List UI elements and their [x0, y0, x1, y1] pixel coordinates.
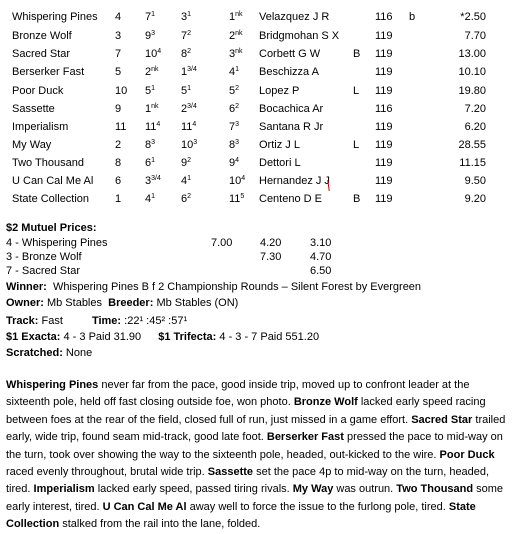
jockey: Bridgmohan S X	[259, 30, 340, 42]
weight: 119	[375, 157, 393, 169]
mutuel-horse: 7 - Sacred Star	[6, 265, 80, 277]
post-position: 5	[115, 66, 122, 78]
call-2: $4^1$	[181, 175, 192, 187]
comment-horse-name: Imperialism	[33, 483, 95, 496]
horse-name: Bronze Wolf	[12, 30, 72, 42]
call-1: $8^3$	[145, 139, 156, 151]
mutuel-show: 4.70	[310, 251, 332, 263]
medication: L	[353, 85, 360, 97]
horse-name: Whispering Pines	[12, 11, 98, 23]
comment-text: pressed the pace to mid-way on the turn, took over showing the way to the sixteenth pole, headed, out-kicked to the wire.	[6, 431, 503, 461]
comment-horse-name: Whispering Pines	[6, 379, 99, 391]
comment-horse-name: Two Thousand	[396, 483, 474, 496]
track-line	[6, 315, 187, 327]
scratched-line	[6, 347, 92, 359]
post-position: 8	[115, 157, 122, 169]
call-1: $1^{nk}$	[145, 103, 159, 115]
weight: 116	[375, 11, 393, 23]
exacta-value: 4 - 3 Paid 31.90	[63, 331, 142, 343]
post-position: 9	[115, 103, 122, 115]
jockey: Centeno D E	[259, 193, 322, 205]
comment-text: set the pace 4p to mid-way on the turn, headed, tired.	[6, 466, 490, 496]
jockey: Santana R Jr	[259, 121, 324, 133]
horse-name: Poor Duck	[12, 85, 64, 97]
horse-name: U Can Cal Me Al	[12, 175, 94, 187]
call-2: $3^1$	[181, 11, 192, 23]
jockey: Beschizza A	[259, 66, 319, 78]
call-1: $6^1$	[145, 157, 156, 169]
result-row	[0, 100, 516, 118]
track-value: Fast	[41, 315, 63, 327]
winner-label: Winner:	[6, 281, 47, 293]
owner-line	[6, 297, 238, 309]
odds: 28.55	[458, 139, 486, 151]
result-row	[0, 45, 516, 63]
result-row	[0, 8, 516, 26]
result-row	[0, 118, 516, 136]
call-1: $2^{nk}$	[145, 66, 159, 78]
odds: 7.70	[464, 30, 486, 42]
trifecta-label: $1 Trifecta:	[158, 331, 217, 343]
call-2: $9^2$	[181, 157, 192, 169]
call-1: $10^4$	[145, 48, 162, 60]
weight: 119	[375, 30, 393, 42]
mutuel-row	[6, 264, 516, 278]
post-position: 2	[115, 139, 122, 151]
time-label: Time:	[91, 315, 122, 327]
trifecta-value: 4 - 3 - 7 Paid 551.20	[219, 331, 320, 343]
mutuel-horse: 4 - Whispering Pines	[6, 237, 108, 249]
call-1: $3^{3/4}$	[145, 175, 161, 187]
comment-horse-name: Bronze Wolf	[293, 396, 358, 409]
comment-text: trailed early, wide trip, found seam mid-track, good late foot.	[6, 413, 506, 444]
wager-line	[6, 331, 319, 343]
comment-horse-name: U Can Cal Me Al	[102, 500, 187, 513]
comment-text: raced evenly throughout, brutal wide trip.	[6, 466, 208, 479]
owner-label: Owner:	[6, 297, 44, 309]
comment-text: lacked early speed racing between foes at the rear of the field, closed full of run, just missed in a game effort.	[6, 396, 486, 426]
mutuel-place: 4.20	[260, 237, 282, 249]
mutuel-win: 7.00	[211, 237, 233, 249]
result-row	[0, 190, 516, 208]
track-label: Track:	[6, 315, 39, 327]
horse-name: Berserker Fast	[12, 66, 85, 78]
odds: 10.10	[458, 66, 486, 78]
post-position: 10	[115, 85, 128, 97]
post-position: 1	[115, 193, 122, 205]
comment-horse-name: Sassette	[207, 466, 254, 479]
call-2: $5^1$	[181, 85, 192, 97]
call-1: $11^4$	[145, 121, 161, 133]
odds: 7.20	[464, 103, 486, 115]
finish: $11^5$	[229, 193, 245, 205]
call-2: $2^{3/4}$	[181, 103, 197, 115]
horse-name: Sassette	[12, 103, 55, 115]
result-row	[0, 27, 516, 45]
call-1: $4^1$	[145, 193, 156, 205]
comment-horse-name: Sacred Star	[411, 413, 473, 426]
odds: 13.00	[458, 48, 486, 60]
scratched-value: None	[65, 347, 93, 359]
finish: $4^1$	[229, 66, 240, 78]
comment-text: lacked early speed, passed tiring rivals.	[94, 483, 293, 496]
mutuel-title: $2 Mutuel Prices:	[6, 222, 97, 234]
call-2: $1^{3/4}$	[181, 66, 197, 78]
result-row	[0, 82, 516, 100]
weight: 119	[375, 139, 393, 151]
time-value: :22¹ :45² :57¹	[124, 315, 188, 327]
finish: $10^4$	[229, 175, 246, 187]
result-row	[0, 63, 516, 81]
medication: B	[353, 193, 361, 205]
odds: 9.20	[464, 193, 486, 205]
odds: 6.20	[464, 121, 486, 133]
comment-horse-name: State Collection	[6, 500, 476, 531]
comment-text: was outrun.	[333, 483, 397, 496]
weight: 119	[375, 121, 393, 133]
medication: B	[353, 48, 361, 60]
post-position: 3	[115, 30, 122, 42]
call-2: $11^4$	[181, 121, 197, 133]
post-position: 4	[115, 11, 122, 23]
exacta-label: $1 Exacta:	[6, 331, 61, 343]
scratched-label: Scratched:	[6, 347, 63, 359]
horse-name: Two Thousand	[12, 157, 84, 169]
blinkers: b	[409, 11, 416, 23]
comment-text: some early interest, tired.	[6, 483, 504, 513]
post-position: 11	[115, 121, 127, 133]
mutuel-horse: 3 - Bronze Wolf	[6, 251, 82, 263]
mutuel-row	[6, 236, 516, 250]
owner-value: Mb Stables	[46, 297, 102, 309]
horse-name: Imperialism	[12, 121, 69, 133]
comment-horse-name: Poor Duck	[439, 448, 495, 461]
weight: 119	[375, 85, 393, 97]
winner-value: Whispering Pines B f 2 Championship Rounds – Silent Forest by Evergreen	[52, 281, 422, 293]
finish: $9^4$	[229, 157, 240, 169]
result-row	[0, 136, 516, 154]
jockey: Velazquez J R	[259, 11, 330, 23]
post-position: 7	[115, 48, 122, 60]
finish: $8^3$	[229, 139, 240, 151]
comment-text: away well to force the issue to the furlong pole, tired.	[186, 500, 449, 513]
medication: L	[353, 139, 360, 151]
call-2: $10^3$	[181, 139, 198, 151]
jockey: Bocachica Ar	[259, 103, 324, 115]
horse-name: Sacred Star	[12, 48, 71, 60]
odds: *2.50	[460, 11, 486, 23]
weight: 116	[375, 103, 393, 115]
finish: $5^2$	[229, 85, 240, 97]
finish: $3^{nk}$	[229, 48, 243, 60]
mutuel-show: 6.50	[310, 265, 332, 277]
mutuel-place: 7.30	[260, 251, 282, 263]
race-comments	[6, 377, 511, 534]
comment-text: never far from the pace, good inside trip, moved up to confront leader at the sixteenth pole, held off fast closing outside foe, won photo.	[6, 379, 470, 409]
horse-name: My Way	[12, 139, 52, 151]
jockey: Dettori L	[259, 157, 301, 169]
call-2: $6^2$	[181, 193, 192, 205]
mutuel-row	[6, 250, 516, 264]
call-1: $7^1$	[145, 11, 156, 23]
comment-horse-name: My Way	[292, 483, 334, 496]
finish: $7^3$	[229, 121, 240, 133]
breeder-label: Breeder:	[108, 297, 154, 309]
finish: $1^{nk}$	[229, 11, 243, 23]
weight: 119	[375, 193, 393, 205]
odds: 9.50	[464, 175, 486, 187]
mutuel-show: 3.10	[310, 237, 332, 249]
call-1: $5^1$	[145, 85, 156, 97]
weight: 119	[375, 66, 393, 78]
jockey: Ortiz J L	[259, 139, 300, 151]
odds: 11.15	[459, 157, 486, 169]
comment-horse-name: Berserker Fast	[266, 431, 344, 444]
weight: 119	[375, 175, 393, 187]
finish: $2^{nk}$	[229, 30, 243, 42]
breeder-value: Mb Stables (ON)	[156, 297, 239, 309]
call-2: $7^2$	[181, 30, 192, 42]
jockey: Hernandez J J	[259, 175, 330, 187]
result-row	[0, 172, 516, 190]
post-position: 6	[115, 175, 122, 187]
weight: 119	[375, 48, 393, 60]
odds: 19.80	[458, 85, 486, 97]
jockey: Corbett G W	[259, 48, 321, 60]
finish: $6^2$	[229, 103, 240, 115]
jockey: Lopez P	[259, 85, 300, 97]
call-1: $9^3$	[145, 30, 156, 42]
call-2: $8^2$	[181, 48, 192, 60]
winner-line	[6, 281, 421, 293]
result-row	[0, 154, 516, 172]
horse-name: State Collection	[12, 193, 90, 205]
comment-text: stalked from the rail into the lane, folded.	[59, 518, 261, 531]
